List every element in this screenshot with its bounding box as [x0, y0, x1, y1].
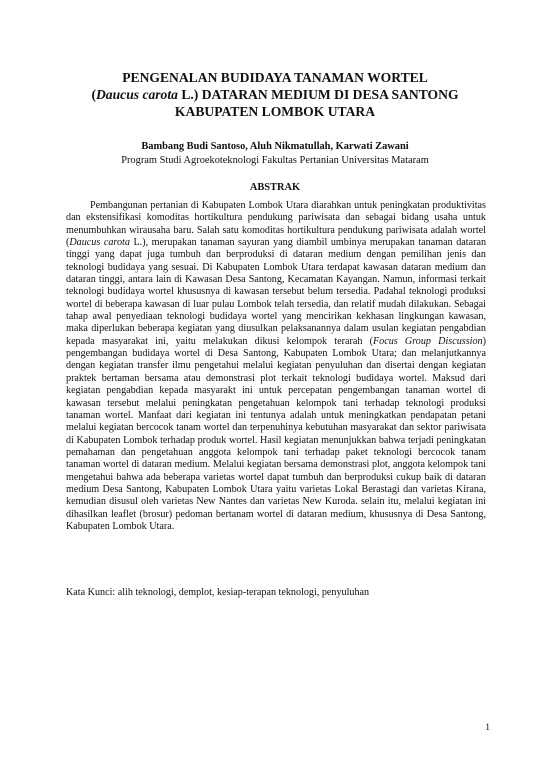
- title-open-paren: (: [91, 87, 96, 102]
- abstract-italic-2: Focus Group Discussion: [372, 335, 483, 347]
- title-scientific-name: Daucus carota: [95, 87, 178, 102]
- title-line-3: KABUPATEN LOMBOK UTARA: [174, 104, 376, 119]
- abstract-body: [66, 200, 486, 533]
- paper-title: [60, 69, 490, 120]
- abstract-part-3: ) pengembangan budidaya wortel di Desa Santong, Kabupaten Lombok Utara; dan melanjutkannya dengan kegiatan transfer ilmu pengetahui melalui kegiatan penyuluhan dan disertai dengan kegiatan praktek bertaman bersama atau demonstrasi plot terkait teknologi budidaya wortel. Maksud dari kegiatan pengabdian kepada masyarakt ini untuk percepatan pengembangan tanaman wortel di kawasan tersebut melalui peningkatan pengetahuan kelompok tani terhadap teknologi produksi tanaman wortel. Manfaat dari kegiatan ini tentunya adalah untuk meningkatkan pendapatan petani melalui kegiatan bercocok tanam wortel dan terpenuhinya kebutuhan masyarakat dan sektor pariwisata di Kabupaten Lombok terhadap produk wortel. Hasil kegiatan menunjukkan bahwa terjadi peningkatan pemahaman dan pengetahuan anggota kelompok tani terhadap paket teknologi bercocok tanam tanaman wortel di dataran medium. Melalui kegiatan bersama demonstrasi plot, anggota kelompok tani mengetahui bahwa ada beberapa varietas wortel dapat tumbuh dan berproduksi cukup baik di dataran medium Desa Santong, Kabupaten Lombok Utara yaitu varietas Lokal Berastagi dan varietas Kirana, kemudian disusul oleh varietas New Nantes dan varietas New Kuroda. selain itu, melalui kegiatan ini dihasilkan leaflet (brosur) pedoman bertanam wortel di dataran medium, khususnya di Desa Santong, Kabupaten Lombok Utara.: [66, 335, 486, 532]
- author-list: Bambang Budi Santoso, Aluh Nikmatullah, Karwati Zawani: [141, 141, 409, 152]
- title-line-2-rest: L.) DATARAN MEDIUM DI DESA SANTONG: [177, 87, 459, 102]
- abstract-heading: ABSTRAK: [249, 182, 301, 193]
- title-line-1: PENGENALAN BUDIDAYA TANAMAN WORTEL: [122, 70, 428, 85]
- abstract-part-1: Pembangunan pertanian di Kabupaten Lombok Utara diarahkan untuk peningkatan produktivitas dan ekstensifikasi komoditas hortikultura pendukung pariwisata dan sebagai bidang usaha untuk menumbuhkan wirausaha baru. Salah satu komoditas hortikultura pendukung pariwisata adalah wortel (: [66, 200, 486, 249]
- title-line-2: [60, 86, 490, 103]
- page-number: 1: [485, 723, 490, 733]
- abstract-part-2: L.), merupakan tanaman sayuran yang diambil umbinya merupakan tanaman dataran tinggi yang dapat juga tumbuh dan berproduksi di dataran medium dengan pemilihan jenis dan teknologi budidaya yang sesuai. Di Kabupaten Lombok Utara terdapat kawasan dataran medium dan dataran tinggi, antara lain di Kawasan Desa Santong, Kecamatan Kayangan. Namun, informasi terkait teknologi budidaya wortel khususnya di kawasan tersebut belum tersedia. Padahal teknologi produksi wortel di beberapa kawasan di luar pulau Lombok telah tersedia, dan relatif mudah dilakukan. Sebagai tahap awal penyediaan teknologi budidaya wortel yang mencirikan kekhasan lingkungan kawasan, maka diperlukan beberapa kegiatan yang diusulkan pelaksanannya dalam usulan kegiatan pengabdian kepada masyarakat ini, yaitu melakukan dikusi kelompok terarah (: [66, 237, 487, 347]
- abstract-italic-1: Daucus carota: [69, 237, 130, 249]
- keywords: Kata Kunci: alih teknologi, demplot, kesiap-terapan teknologi, penyuluhan: [66, 587, 370, 598]
- affiliation: Program Studi Agroekoteknologi Fakultas Pertanian Universitas Mataram: [121, 155, 429, 166]
